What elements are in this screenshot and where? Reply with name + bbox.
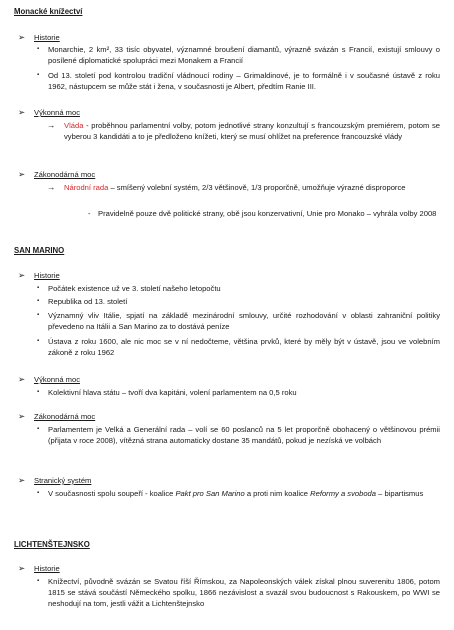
li-historie-label: Historie [34,564,60,573]
arrow-bullet-icon: ➢ [18,270,26,280]
san-marino-heading: SAN MARINO [14,246,65,255]
monaco-zakonodarna-text: Národní rada – smíšený volební systém, 2/3 většinově, 1/3 proporčně, umožňuje výrazné disproporce [64,183,406,192]
monaco-heading: Monacké knížectví [14,7,83,16]
monaco-vykonna-text: Vláda - proběhnou parlamentní volby, potom jednotlivé strany konzultují s francouzským premiérem, potom se vyberou 3 kandidáti a to je předloženo knížeti, který se musí ohlížet na preference francouzské vlády [64,121,440,141]
sm-zakonodarna-label: Zákonodárná moc [34,412,96,421]
arrow-bullet-icon: ➢ [18,411,26,421]
monaco-vykonna-label: Výkonná moc [34,108,81,117]
monaco-historie-item: Monarchie, 2 km², 33 tisíc obyvatel, významné broušení diamantů, výrazně svázán s Francií, existují smlouvy o posílené diplomatické spolupráci mezi Monakem a Francií [48,45,440,65]
sm-stranicky-text: V současnosti spolu soupeří - koalice Pakt pro San Marino a proti nim koalice Reformy a svoboda – bipartismus [48,489,424,498]
monaco-historie-label: Historie [34,33,60,42]
arrow-bullet-icon: ➢ [18,563,26,573]
square-bullet-icon: ▪ [37,490,40,496]
square-bullet-icon: ▪ [37,46,40,52]
sm-zakonodarna-item: Parlamentem je Velká a Generální rada – volí se 60 poslanců na 5 let proporčně obohacený o většinovou prémii (přijata v roce 2008), vítězná strana automaticky dostane 35 mandátů, pokud je nezíská ve volbách [48,425,440,445]
dash-bullet: - [88,209,91,218]
square-bullet-icon: ▪ [37,389,40,395]
arrow-bullet-icon: ➢ [18,169,26,179]
vlada-term: Vláda [64,121,84,130]
sm-historie-item: Ústava z roku 1600, ale nic moc se v ní nedočteme, většina prvků, které by měly být v ústavě, jsou ve volebním zákoně z roku 1962 [48,337,440,357]
sm-vykonna-item: Kolektivní hlava státu – tvoří dva kapitáni, volení parlamentem na 0,5 roku [48,388,297,397]
arrow-bullet-icon: ➢ [18,374,26,384]
square-bullet-icon: ▪ [37,72,40,78]
lichtenstejnsko-heading: LICHTENŠTEJNSKO [14,540,90,549]
narodni-rada-term: Národní rada [64,183,109,192]
sm-vykonna-label: Výkonná moc [34,375,81,384]
reformy-a-svoboda: Reformy a svoboda [310,489,376,498]
arrow-bullet-icon: ➢ [18,107,26,117]
arrow-bullet-icon: ➢ [18,32,26,42]
square-bullet-icon: ▪ [37,338,40,344]
monaco-zakonodarna-sub: Pravidelně pouze dvě politické strany, obě jsou konzervativní, Unie pro Monako – vyhrála volby 2008 [98,209,437,218]
square-bullet-icon: ▪ [37,312,40,318]
right-arrow-icon: → [47,182,56,192]
square-bullet-icon: ▪ [37,426,40,432]
monaco-zakonodarna-label: Zákonodárná moc [34,170,96,179]
right-arrow-icon: → [47,120,56,130]
sm-stranicky-label: Stranický systém [34,476,92,485]
square-bullet-icon: ▪ [37,298,40,304]
li-historie-item: Knížectví, původně svázán se Svatou říší Římskou, za Napoleonských válek získal plnou suverenitu 1806, potom 1815 se stává součástí Německého spolku, 1866 nezávislost a svazál svou budoucnost s Rakouskem, po WWI se neshodují na tom, jestli vážit a Lichtenštejnsko [48,577,440,608]
sm-historie-item: Významný vliv Itálie, spjatí na základě mezinárodní smlouvy, určité rozhodování v oblasti zahraniční politiky převedeno na Itálii a San Marino za to dostává peníze [48,311,440,331]
sm-historie-label: Historie [34,271,60,280]
sm-historie-item: Počátek existence už ve 3. století našeho letopočtu [48,284,221,293]
sm-historie-item: Republika od 13. století [48,297,128,306]
pakt-pro-san-marino: Pakt pro San Marino [175,489,245,498]
arrow-bullet-icon: ➢ [18,475,26,485]
monaco-historie-item: Od 13. století pod kontrolou tradiční vládnoucí rodiny – Grimaldinové, je to formálně i v současné ústavě z roku 1962, nástupcem se může stát i žena, v současnosti je Albert, předtím Ranie III. [48,71,440,91]
square-bullet-icon: ▪ [37,578,40,584]
square-bullet-icon: ▪ [37,285,40,291]
